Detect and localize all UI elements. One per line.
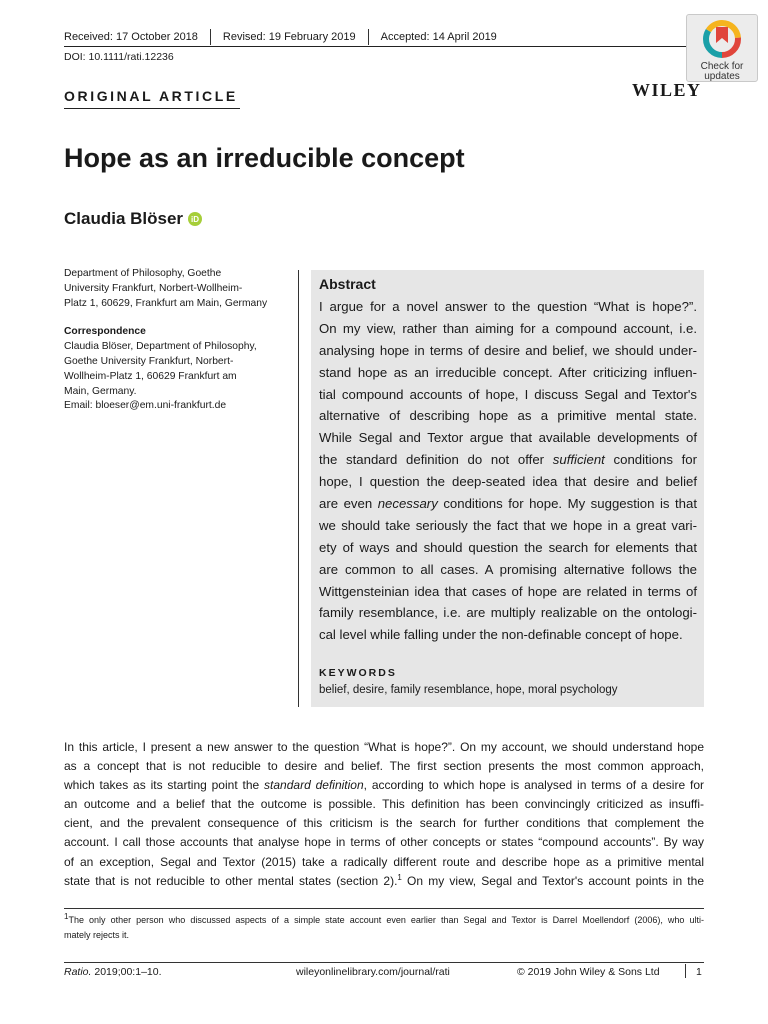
- article-title: Hope as an irreducible concept: [64, 143, 465, 173]
- footer-rule: [64, 962, 704, 963]
- correspondence-heading: Correspondence: [64, 326, 146, 338]
- body-line: In this article, I present a new answer to the question “What is hope?”. On my account, we should understand hope: [64, 740, 704, 754]
- correspondence-line: Main, Germany.: [64, 385, 137, 397]
- affiliation-line: Department of Philosophy, Goethe: [64, 268, 222, 279]
- affiliation-line: Platz 1, 60629, Frankfurt am Main, Germany: [64, 297, 268, 309]
- journal-citation: Ratio. 2019;00:1–10.: [64, 966, 162, 978]
- check-updates-icon: [702, 19, 742, 59]
- article-dates: [64, 29, 497, 45]
- date-separator: [210, 29, 211, 45]
- abstract-text: [319, 296, 697, 646]
- publisher-logo: WILEY: [632, 80, 702, 100]
- revised-date: Revised: 19 February 2019: [222, 31, 356, 43]
- received-date: Received: 17 October 2018: [64, 31, 198, 43]
- body-line: of an exception, Segal and Textor (2015) take a radically different route and describe hope as a primitive mental: [64, 854, 704, 869]
- journal-url[interactable]: wileyonlinelibrary.com/journal/rati: [296, 966, 450, 978]
- correspondence-line: Claudia Blöser, Department of Philosophy,: [64, 341, 257, 353]
- author-name[interactable]: Claudia Blöser: [64, 209, 184, 228]
- page-number: 1: [696, 966, 702, 978]
- header-rule: [64, 46, 704, 47]
- footnote-ref[interactable]: 1: [397, 872, 402, 882]
- article-type-underline: [64, 108, 240, 109]
- footnote: [64, 913, 704, 943]
- body-line: cient, and the prevalent consequence of this criticism is the search for further conditions that complement the: [64, 816, 704, 831]
- abstract-line: are common to all cases. A promising alternative follows the: [319, 561, 697, 577]
- check-updates-label-2: updates: [704, 71, 740, 82]
- abstract-line: stand hope as an irreducible concept. After criticizing influen-: [319, 364, 697, 380]
- orcid-icon[interactable]: iD: [188, 212, 202, 226]
- footnote-line: mately rejects it.: [64, 930, 130, 940]
- date-separator: [368, 29, 369, 45]
- abstract-line: the standard definition do not offer sufficient conditions for: [319, 452, 697, 468]
- footnote-mark: 1: [64, 912, 69, 921]
- abstract-heading: Abstract: [319, 276, 376, 292]
- abstract-line: Wittgensteinian idea that cases of hope are related in terms of: [319, 583, 697, 599]
- keywords-list: belief, desire, family resemblance, hope, moral psychology: [319, 684, 618, 696]
- abstract-line: cal level while falling under the non-definable concept of hope.: [319, 627, 683, 643]
- body-paragraph: [64, 738, 704, 891]
- abstract-line: I argue for a novel answer to the question “What is hope?”.: [319, 299, 697, 314]
- body-line: which takes as its starting point the standard definition, according to which hope is analysed in terms of a desire for: [64, 778, 704, 793]
- footnote-line: $^1$The only other person who discussed aspects of a simple state account even earlier than Segal and Textor is Darrel Moellendorf (2006), who ulti-: [64, 912, 704, 925]
- accepted-date: Accepted: 14 April 2019: [380, 31, 497, 43]
- correspondence-line: Goethe University Frankfurt, Norbert-: [64, 355, 234, 367]
- affiliation-line: University Frankfurt, Norbert-Wollheim-: [64, 282, 243, 294]
- abstract-line: family resemblance, i.e. are multiply realizable on the ontologi-: [319, 605, 697, 621]
- abstract-line: On my view, rather than aiming for a compound account, i.e.: [319, 320, 697, 336]
- correspondence-line: Wollheim-Platz 1, 60629 Frankfurt am: [64, 370, 237, 382]
- abstract-line: hope, I question the deep-seated idea that desire and belief: [319, 474, 697, 490]
- doi[interactable]: DOI: 10.1111/rati.12236: [64, 51, 174, 63]
- body-line: as a concept that is not reducible to desire and belief. The first section presents the most common approach,: [64, 759, 704, 774]
- correspondence-email[interactable]: Email: bloeser@em.uni-frankfurt.de: [64, 400, 227, 412]
- abstract-line: alternative of describing hope as a primitive mental state.: [319, 408, 697, 424]
- abstract-line: are even necessary conditions for hope. My suggestion is that: [319, 496, 697, 512]
- author: [64, 209, 202, 229]
- body-line: state that is not reducible to other mental states (section 2).$^1$ On my view, Segal and Textor's account points in the: [64, 872, 704, 888]
- check-updates-label-1: Check for: [700, 61, 744, 72]
- abstract-line: tial compound accounts of hope, I discuss Segal and Textor's: [319, 386, 697, 402]
- check-for-updates-button[interactable]: [686, 14, 758, 82]
- article-type: ORIGINAL ARTICLE: [64, 88, 238, 104]
- abstract-line: analysing hope in terms of desire and belief, we should under-: [319, 342, 697, 358]
- abstract-line: we should take seriously the fact that we hope in a great vari-: [319, 517, 697, 533]
- affiliation-block: [64, 267, 292, 414]
- keywords-heading: KEYWORDS: [319, 667, 397, 679]
- body-line: an outcome and a belief that the outcome is possible. This definition has been convincingly criticized as insuffi-: [64, 797, 704, 812]
- page-separator: [685, 964, 686, 978]
- copyright: © 2019 John Wiley & Sons Ltd: [517, 966, 660, 978]
- footnote-rule: [64, 908, 704, 909]
- column-divider: [298, 270, 299, 707]
- abstract-line: While Segal and Textor argue that available developments of: [319, 430, 697, 446]
- body-line: account. I call those accounts that analyse hope in terms of other concepts or states “compound accounts”. By way: [64, 835, 704, 850]
- abstract-line: ety of ways and should question the search for elements that: [319, 539, 697, 555]
